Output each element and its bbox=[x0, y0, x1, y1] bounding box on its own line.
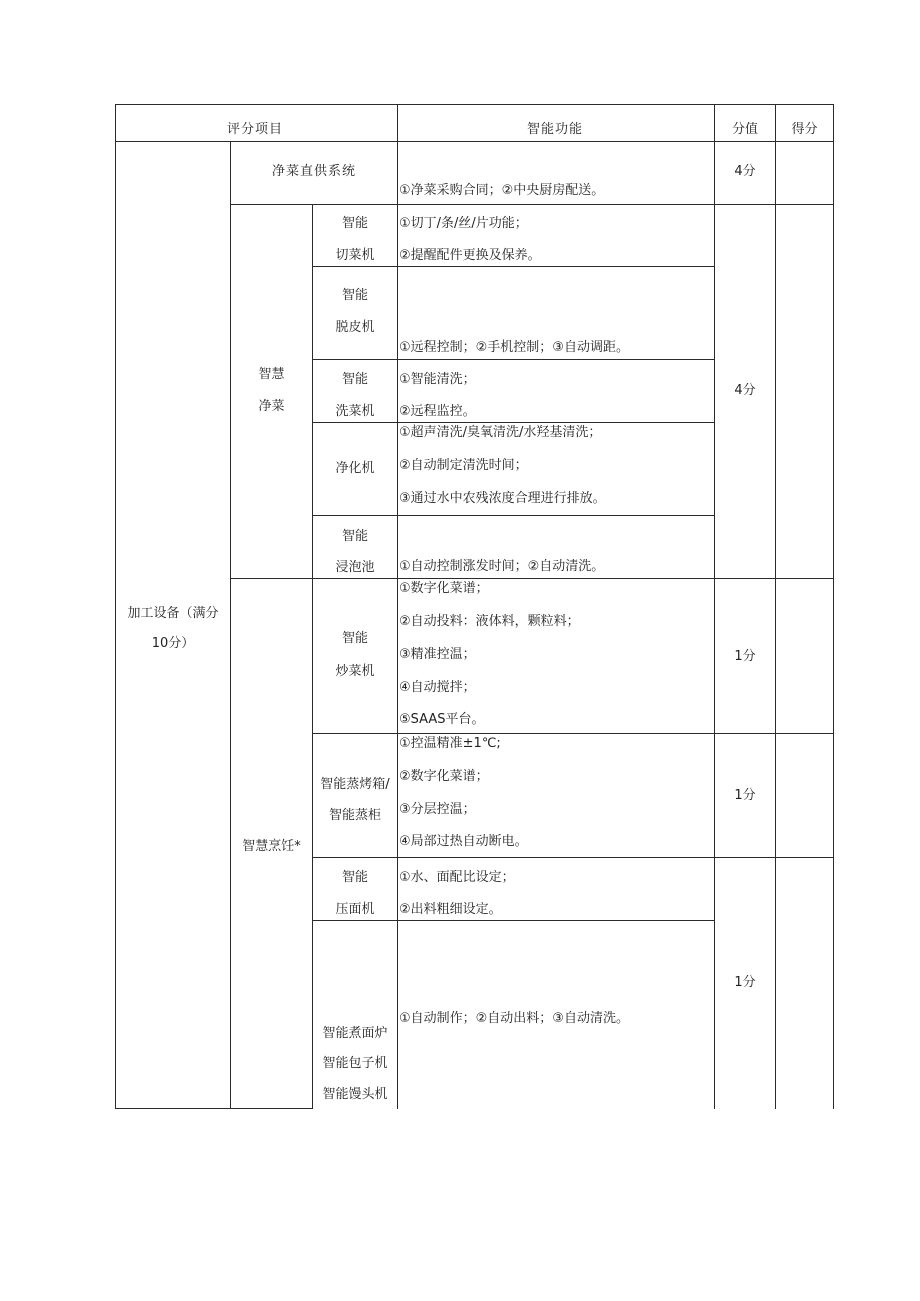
steamer-function: ②数字化菜谱； bbox=[399, 769, 489, 784]
rule bbox=[833, 104, 834, 1109]
purifier-function: ③通过水中农残浓度合理进行排放。 bbox=[399, 491, 606, 506]
stirfry-label: 炒菜机 bbox=[335, 664, 375, 679]
stirfry-function: ①数字化菜谱； bbox=[399, 581, 489, 596]
cutter-function: ②提醒配件更换及保养。 bbox=[399, 248, 541, 263]
header-score: 分值 bbox=[731, 122, 758, 137]
supply-label: 净菜直供系统 bbox=[271, 164, 356, 179]
washer-function: ①智能清洗； bbox=[399, 372, 476, 387]
rule bbox=[230, 204, 834, 205]
soaker-label: 智能 bbox=[341, 529, 368, 544]
washer-label: 洗菜机 bbox=[335, 404, 375, 419]
soaker-label: 浸泡池 bbox=[335, 560, 375, 575]
steamer-score: 1分 bbox=[734, 788, 756, 803]
supply-score: 4分 bbox=[734, 164, 756, 179]
stirfry-function: ⑤SAAS平台。 bbox=[399, 712, 485, 727]
noodle-cooker-label: 智能煮面炉 bbox=[322, 1026, 388, 1041]
rule bbox=[230, 141, 231, 1109]
supply-function: ①净菜采购合同；②中央厨房配送。 bbox=[399, 183, 605, 198]
peeler-label: 脱皮机 bbox=[335, 320, 375, 335]
steamer-function: ③分层控温； bbox=[399, 802, 476, 817]
purifier-function: ②自动制定清洗时间； bbox=[399, 458, 528, 473]
stirfry-function: ②自动投料：液体料，颗粒料； bbox=[399, 614, 580, 629]
rule bbox=[115, 104, 834, 105]
rule bbox=[115, 141, 834, 142]
noodle-press-function: ②出料粗细设定。 bbox=[399, 902, 502, 917]
stirfry-function: ④自动搅拌； bbox=[399, 680, 476, 695]
rule bbox=[714, 104, 715, 1109]
noodle-cooker-label: 智能包子机 bbox=[322, 1056, 388, 1071]
steamer-label: 智能蒸柜 bbox=[328, 808, 381, 823]
header-item: 评分项目 bbox=[226, 122, 283, 137]
rule bbox=[775, 104, 776, 1109]
rule bbox=[230, 578, 834, 579]
noodle-press-function: ①水、面配比设定； bbox=[399, 870, 515, 885]
rule bbox=[312, 266, 714, 267]
peeler-function: ①远程控制；②手机控制；③自动调距。 bbox=[399, 340, 629, 355]
rule bbox=[312, 733, 834, 734]
stirfry-label: 智能 bbox=[341, 631, 368, 646]
stirfry-score: 1分 bbox=[734, 649, 756, 664]
rule bbox=[312, 204, 313, 1109]
steamer-function: ①控温精准±1℃; bbox=[399, 736, 501, 751]
rule bbox=[312, 920, 714, 921]
purifier-function: ①超声清洗/臭氧清洗/水羟基清洗； bbox=[399, 425, 602, 440]
clean-group-label: 智慧 bbox=[258, 367, 285, 382]
category-label: 10分） bbox=[151, 636, 195, 651]
washer-label: 智能 bbox=[341, 372, 368, 387]
rule bbox=[312, 857, 834, 858]
rule bbox=[312, 359, 714, 360]
steamer-function: ④局部过热自动断电。 bbox=[399, 834, 528, 849]
steamer-label: 智能蒸烤箱/ bbox=[320, 777, 390, 792]
peeler-label: 智能 bbox=[341, 288, 368, 303]
noodle-press-label: 压面机 bbox=[335, 902, 375, 917]
rule bbox=[397, 104, 398, 1109]
header-obtained: 得分 bbox=[791, 122, 818, 137]
noodle-cooker-function: ①自动制作；②自动出料；③自动清洗。 bbox=[399, 1011, 629, 1026]
cutter-label: 智能 bbox=[341, 216, 368, 231]
rule bbox=[312, 422, 714, 423]
cook-group-label: 智慧烹饪* bbox=[242, 839, 301, 854]
noodle-cooker-label: 智能馒头机 bbox=[322, 1087, 388, 1102]
purifier-label: 净化机 bbox=[335, 461, 375, 476]
rule bbox=[312, 515, 714, 516]
washer-function: ②远程监控。 bbox=[399, 404, 476, 419]
rule bbox=[115, 1108, 312, 1109]
soaker-function: ①自动控制涨发时间；②自动清洗。 bbox=[399, 559, 605, 574]
cutter-label: 切菜机 bbox=[335, 248, 375, 263]
cutter-function: ①切丁/条/丝/片功能； bbox=[399, 216, 528, 231]
noodle-press-label: 智能 bbox=[341, 870, 368, 885]
category-label: 加工设备（满分 bbox=[127, 606, 219, 621]
clean-group-score: 4分 bbox=[734, 383, 756, 398]
stirfry-function: ③精准控温； bbox=[399, 647, 476, 662]
header-function: 智能功能 bbox=[526, 122, 583, 137]
noodle-press-score: 1分 bbox=[734, 975, 756, 990]
clean-group-label: 净菜 bbox=[258, 399, 285, 414]
